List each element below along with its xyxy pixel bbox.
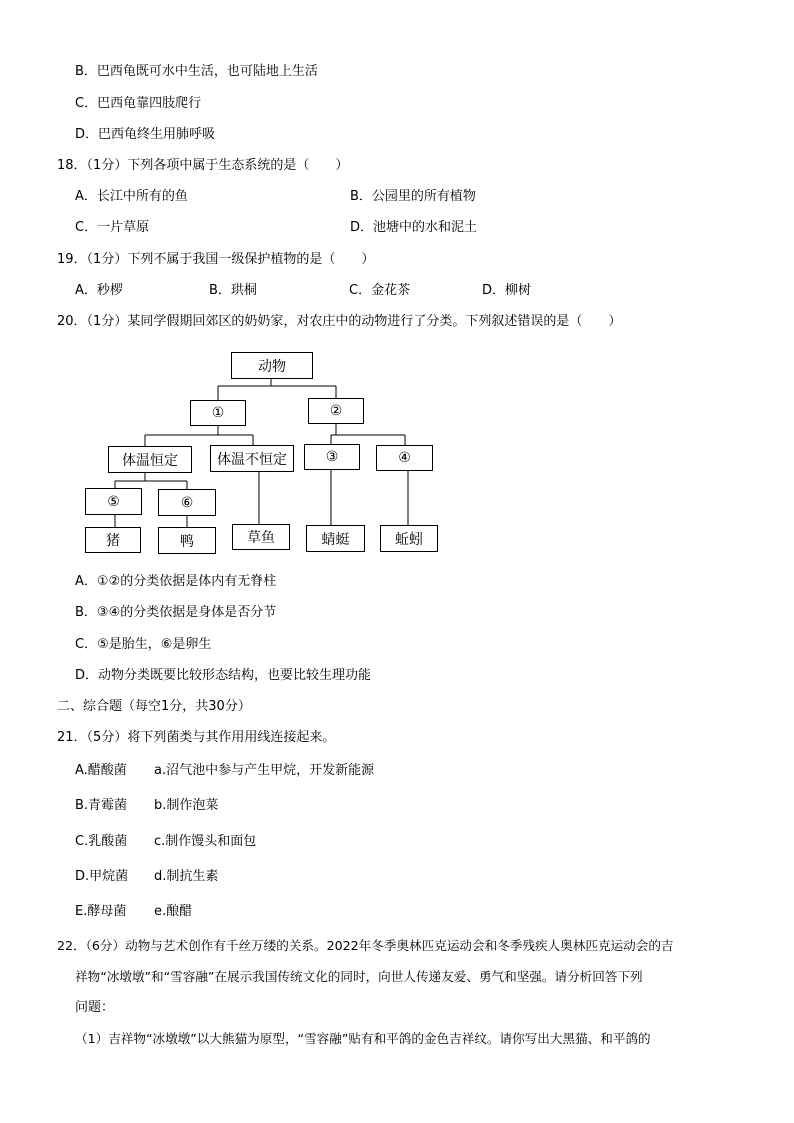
q19-option-d: D．柳树 — [482, 283, 532, 298]
node-1: ① — [190, 400, 246, 426]
q18-option-d: D．池塘中的水和泥土 — [350, 220, 478, 235]
node-constant-temperature: 体温恒定 — [108, 446, 192, 473]
q20-option-c: C．⑤是胎生，⑥是卵生 — [75, 637, 212, 652]
node-4: ④ — [376, 445, 433, 471]
q22-stem-line-1: 22．（6分）动物与艺术创作有千丝万缕的关系。2022年冬季奥林匹克运动会和冬季残疾人奥林匹克运动会的吉 — [57, 938, 674, 953]
q21-left-item: C.乳酸菌 — [75, 834, 128, 849]
q21-right-item: a.沼气池中参与产生甲烷，开发新能源 — [154, 763, 375, 778]
q21-left-item: E.酵母菌 — [75, 904, 127, 919]
node-grass-carp: 草鱼 — [232, 524, 290, 550]
q21-right-item: b.制作泡菜 — [154, 798, 219, 813]
q20-option-a: A．①②的分类依据是体内有无脊柱 — [75, 574, 277, 589]
q21-right-item: e.酿醋 — [154, 904, 193, 919]
q20-option-b: B．③④的分类依据是身体是否分节 — [75, 605, 277, 620]
q18-option-c: C．一片草原 — [75, 220, 150, 235]
node-6: ⑥ — [158, 489, 216, 516]
q20-option-d: D．动物分类既要比较形态结构，也要比较生理功能 — [75, 668, 372, 683]
node-duck: 鸭 — [158, 527, 216, 554]
q18-option-b: B．公园里的所有植物 — [350, 189, 476, 204]
q22-sub-question-1: （1）吉祥物“冰墩墩”以大熊猫为原型，“雪容融”贴有和平鸽的金色吉祥纹。请你写出大黑猫、和平鸽的 — [75, 1031, 651, 1046]
q21-stem: 21．（5分）将下列菌类与其作用用线连接起来。 — [57, 730, 336, 745]
q20-stem: 20．（1分）某同学假期回郊区的奶奶家，对农庄中的动物进行了分类。下列叙述错误的是（ ） — [57, 314, 622, 329]
node-earthworm: 蚯蚓 — [380, 525, 438, 552]
q21-left-item: D.甲烷菌 — [75, 869, 129, 884]
node-2: ② — [308, 398, 364, 424]
node-dragonfly: 蜻蜓 — [306, 525, 365, 552]
node-5: ⑤ — [85, 488, 142, 515]
q17-option-c: C．巴西龟靠四肢爬行 — [75, 96, 202, 111]
q19-option-a: A．秒椤 — [75, 283, 123, 298]
q21-left-item: A.醋酸菌 — [75, 763, 127, 778]
node-3: ③ — [304, 444, 360, 470]
q21-right-item: d.制抗生素 — [154, 869, 219, 884]
q19-option-c: C．金花茶 — [349, 283, 411, 298]
q18-stem: 18．（1分）下列各项中属于生态系统的是（ ） — [57, 158, 349, 173]
node-variable-temperature: 体温不恒定 — [210, 445, 294, 472]
q22-stem-line-2: 祥物“冰墩墩”和“雪容融”在展示我国传统文化的同时，向世人传递友爱、勇气和坚强。请分析回答下列 — [75, 969, 643, 984]
node-pig: 猪 — [85, 527, 141, 553]
q17-option-d: D．巴西龟终生用肺呼吸 — [75, 127, 216, 142]
node-animals: 动物 — [231, 352, 313, 379]
section-2-heading: 二、综合题（每空1分，共30分） — [57, 699, 251, 714]
q19-stem: 19．（1分）下列不属于我国一级保护植物的是（ ） — [57, 252, 375, 267]
q21-left-item: B.青霉菌 — [75, 798, 128, 813]
q17-option-b: B．巴西龟既可水中生活，也可陆地上生活 — [75, 64, 318, 79]
q19-option-b: B．珙桐 — [209, 283, 257, 298]
q22-stem-line-3: 问题： — [75, 1000, 115, 1015]
q18-option-a: A．长江中所有的鱼 — [75, 189, 188, 204]
q21-right-item: c.制作馒头和面包 — [154, 834, 257, 849]
